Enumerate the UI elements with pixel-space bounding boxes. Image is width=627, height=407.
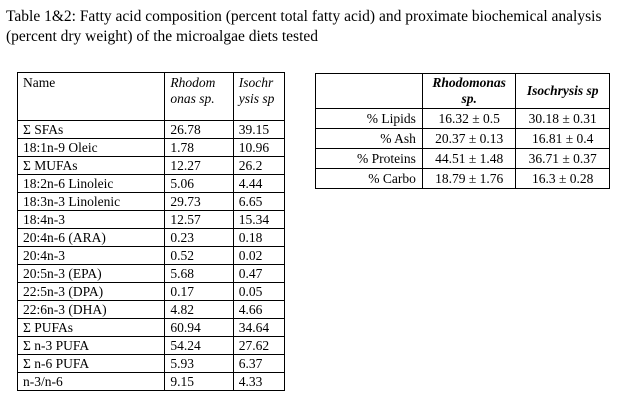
rhodomonas-value-cell: 9.15 (165, 373, 233, 391)
isochrysis-value-cell: 6.37 (233, 355, 284, 373)
rhodomonas-value-cell: 29.73 (165, 193, 233, 211)
proximate-label-cell: % Proteins (316, 149, 423, 169)
fatty-acid-name-cell: 20:5n-3 (EPA) (18, 265, 165, 283)
header-rhodomonas (165, 73, 233, 121)
table-row (18, 157, 285, 175)
rhodomonas-value-cell: 20.37 ± 0.13 (422, 129, 516, 149)
fatty-acid-name-cell: Σ n-3 PUFA (18, 337, 165, 355)
isochrysis-value-cell: 30.18 ± 0.31 (516, 109, 610, 129)
isochrysis-value-cell: 0.18 (233, 229, 284, 247)
rhodomonas-value-cell: 44.51 ± 1.48 (422, 149, 516, 169)
fatty-acid-name-cell: 18:4n-3 (18, 211, 165, 229)
isochrysis-value-cell: 4.66 (233, 301, 284, 319)
table-row (316, 169, 610, 189)
header-rhodomonas-line1: Rhodomonas (432, 75, 506, 90)
isochrysis-value-cell: 4.33 (233, 373, 284, 391)
header-isochrysis: Isochrysis sp (516, 74, 610, 109)
fatty-acid-name-cell: 18:3n-3 Linolenic (18, 193, 165, 211)
proximate-header-row (316, 74, 610, 109)
rhodomonas-value-cell: 0.17 (165, 283, 233, 301)
table-row (18, 283, 285, 301)
header-blank (316, 74, 423, 109)
rhodomonas-value-cell: 5.93 (165, 355, 233, 373)
table-row (18, 121, 285, 139)
isochrysis-value-cell: 10.96 (233, 139, 284, 157)
table-row (18, 319, 285, 337)
table-row (18, 247, 285, 265)
rhodomonas-value-cell: 5.06 (165, 175, 233, 193)
table-row (18, 175, 285, 193)
header-isochrysis-line2: ysis sp (238, 91, 275, 106)
proximate-label-cell: % Lipids (316, 109, 423, 129)
rhodomonas-value-cell: 18.79 ± 1.76 (422, 169, 516, 189)
rhodomonas-value-cell: 1.78 (165, 139, 233, 157)
table-caption: Table 1&2: Fatty acid composition (percent total fatty acid) and proximate biochemical analysis (percent dry weight) of the microalgae diets tested (6, 8, 602, 45)
fatty-acid-name-cell: 22:6n-3 (DHA) (18, 301, 165, 319)
fatty-acid-name-cell: 20:4n-3 (18, 247, 165, 265)
fatty-acid-table (17, 72, 285, 391)
table-row (18, 337, 285, 355)
rhodomonas-value-cell: 4.82 (165, 301, 233, 319)
header-isochrysis (233, 73, 284, 121)
isochrysis-value-cell: 0.05 (233, 283, 284, 301)
table-row (18, 301, 285, 319)
proximate-label-cell: % Ash (316, 129, 423, 149)
header-isochrysis-line1: Isochr (238, 75, 274, 90)
header-name: Name (18, 73, 165, 121)
fatty-acid-name-cell: n-3/n-6 (18, 373, 165, 391)
fatty-acid-name-cell: Σ MUFAs (18, 157, 165, 175)
isochrysis-value-cell: 15.34 (233, 211, 284, 229)
isochrysis-value-cell: 16.81 ± 0.4 (516, 129, 610, 149)
rhodomonas-value-cell: 0.52 (165, 247, 233, 265)
table-row (18, 211, 285, 229)
isochrysis-value-cell: 36.71 ± 0.37 (516, 149, 610, 169)
header-rhodomonas-line2: onas sp. (170, 91, 215, 106)
table-row (18, 139, 285, 157)
isochrysis-value-cell: 34.64 (233, 319, 284, 337)
header-rhodomonas-line2: sp. (461, 91, 477, 106)
rhodomonas-value-cell: 54.24 (165, 337, 233, 355)
fatty-acid-name-cell: Σ n-6 PUFA (18, 355, 165, 373)
table-row (18, 193, 285, 211)
isochrysis-value-cell: 0.02 (233, 247, 284, 265)
rhodomonas-value-cell: 12.57 (165, 211, 233, 229)
isochrysis-value-cell: 27.62 (233, 337, 284, 355)
fatty-acid-name-cell: 18:1n-9 Oleic (18, 139, 165, 157)
fatty-acid-name-cell: Σ SFAs (18, 121, 165, 139)
isochrysis-value-cell: 16.3 ± 0.28 (516, 169, 610, 189)
proximate-analysis-table (315, 73, 610, 189)
table-row (316, 109, 610, 129)
header-rhodomonas-line1: Rhodom (170, 75, 216, 90)
table-row (316, 129, 610, 149)
fatty-acid-header-row (18, 73, 285, 121)
isochrysis-value-cell: 6.65 (233, 193, 284, 211)
table-row (18, 355, 285, 373)
fatty-acid-name-cell: 18:2n-6 Linoleic (18, 175, 165, 193)
isochrysis-value-cell: 26.2 (233, 157, 284, 175)
rhodomonas-value-cell: 26.78 (165, 121, 233, 139)
isochrysis-value-cell: 0.47 (233, 265, 284, 283)
table-row (316, 149, 610, 169)
proximate-label-cell: % Carbo (316, 169, 423, 189)
fatty-acid-name-cell: 20:4n-6 (ARA) (18, 229, 165, 247)
table-row (18, 229, 285, 247)
rhodomonas-value-cell: 16.32 ± 0.5 (422, 109, 516, 129)
rhodomonas-value-cell: 5.68 (165, 265, 233, 283)
isochrysis-value-cell: 39.15 (233, 121, 284, 139)
rhodomonas-value-cell: 0.23 (165, 229, 233, 247)
rhodomonas-value-cell: 60.94 (165, 319, 233, 337)
rhodomonas-value-cell: 12.27 (165, 157, 233, 175)
isochrysis-value-cell: 4.44 (233, 175, 284, 193)
fatty-acid-name-cell: Σ PUFAs (18, 319, 165, 337)
table-row (18, 265, 285, 283)
fatty-acid-name-cell: 22:5n-3 (DPA) (18, 283, 165, 301)
table-row (18, 373, 285, 391)
header-rhodomonas (422, 74, 516, 109)
